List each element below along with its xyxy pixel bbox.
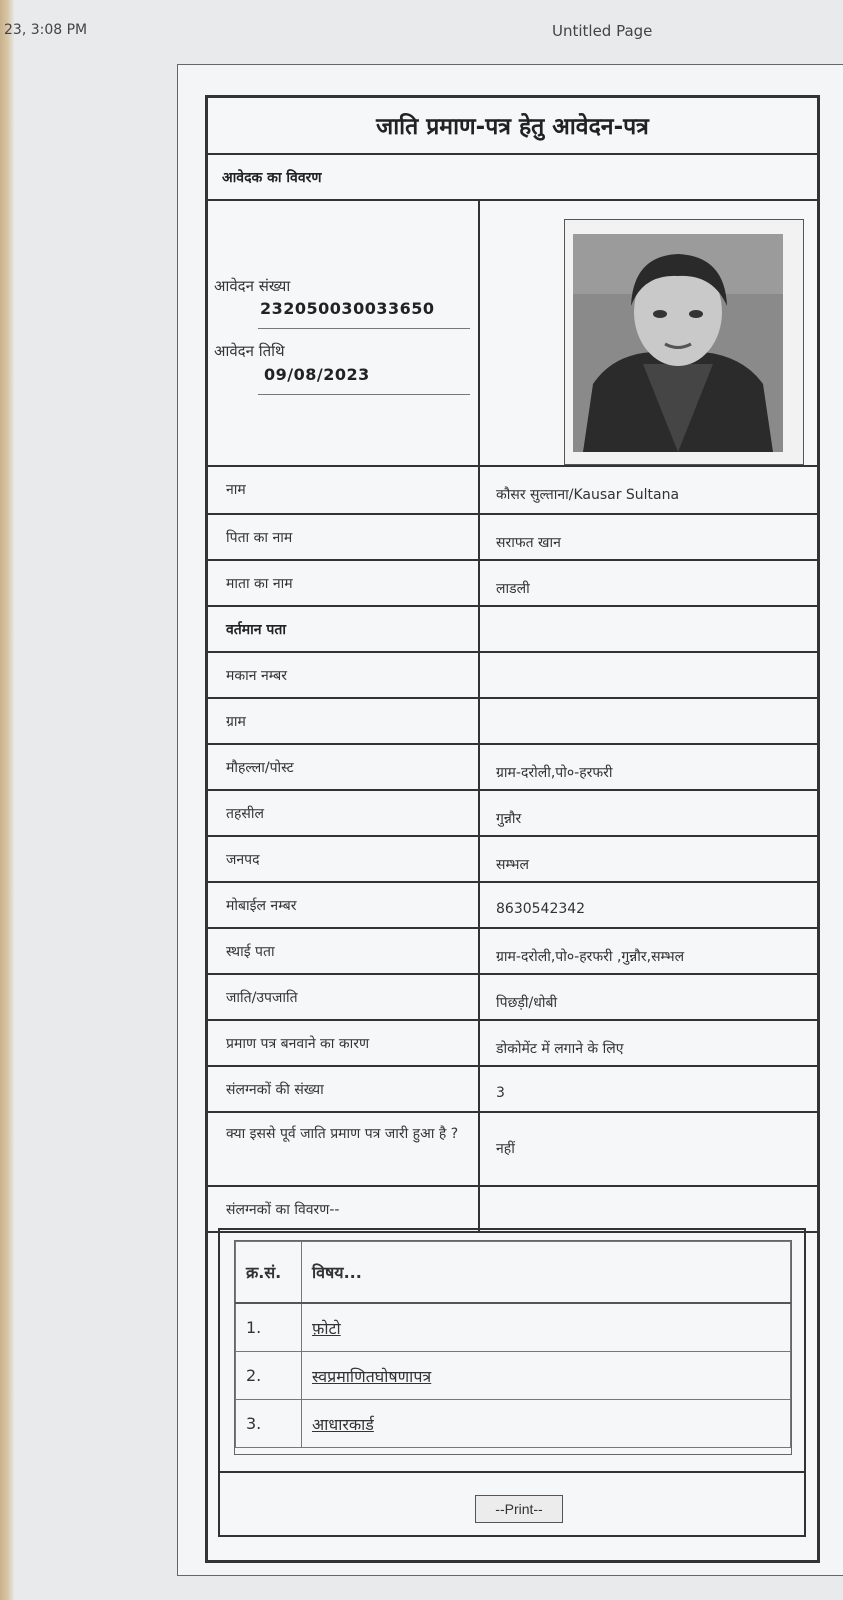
attachment-row [236, 1352, 791, 1400]
photo-frame [564, 219, 804, 465]
row-value: लाडली [496, 581, 530, 597]
divider [258, 328, 470, 329]
divider [258, 394, 470, 395]
row-label: संलग्नकों का विवरण-- [208, 1187, 480, 1231]
row-value [480, 653, 817, 697]
table-row [208, 1113, 817, 1187]
row-value: ग्राम-दरोली,पो०-हरफरी [496, 765, 613, 781]
page-edge [0, 0, 14, 1600]
row-label: मोबाईल नम्बर [208, 883, 480, 927]
header-serial: क्र.सं. [236, 1242, 302, 1304]
attachment-serial: 3. [236, 1400, 302, 1448]
row-value: 8630542342 [496, 901, 586, 917]
application-date: 09/08/2023 [264, 365, 370, 384]
print-timestamp: 23, 3:08 PM [4, 22, 88, 38]
table-row [208, 561, 817, 607]
application-date-label: आवेदन तिथि [214, 342, 285, 360]
row-value: नहीं [496, 1141, 515, 1157]
row-label: माता का नाम [208, 561, 480, 605]
row-label: मौहल्ला/पोस्ट [208, 745, 480, 789]
row-value [480, 1187, 817, 1231]
row-label: क्या इससे पूर्व जाति प्रमाण पत्र जारी हुआ है ? [208, 1113, 480, 1185]
table-row [208, 791, 817, 837]
table-row [208, 1187, 817, 1233]
attachment-cell [302, 1303, 791, 1352]
row-label: तहसील [208, 791, 480, 835]
table-row [208, 467, 817, 515]
header-subject: विषय... [302, 1242, 791, 1304]
table-row [208, 653, 817, 699]
attachment-row [236, 1400, 791, 1448]
application-form [205, 95, 820, 1563]
table-row [208, 1067, 817, 1113]
table-row [208, 837, 817, 883]
row-value: ग्राम-दरोली,पो०-हरफरी ,गुन्नौर,सम्भल [496, 949, 685, 965]
row-label: ग्राम [208, 699, 480, 743]
applicant-photo [573, 234, 783, 452]
row-value [480, 607, 817, 651]
attachment-link-aadhaar[interactable]: आधारकार्ड [312, 1414, 374, 1434]
row-label: जाति/उपजाति [208, 975, 480, 1019]
table-row [208, 883, 817, 929]
attachment-link-photo[interactable]: फ़ोटो [312, 1318, 341, 1338]
print-button[interactable]: --Print-- [475, 1495, 563, 1523]
attachments-header-row [236, 1242, 791, 1304]
row-value: डोकोमेंट में लगाने के लिए [496, 1041, 624, 1057]
section-title: आवेदक का विवरण [208, 155, 817, 201]
table-row [208, 745, 817, 791]
row-label: स्थाई पता [208, 929, 480, 973]
row-value: पिछड़ी/धोबी [496, 995, 558, 1011]
attachment-cell [302, 1352, 791, 1400]
attachment-serial: 2. [236, 1352, 302, 1400]
form-title: जाति प्रमाण-पत्र हेतु आवेदन-पत्र [208, 98, 817, 155]
row-value: कौसर सुल्ताना/Kausar Sultana [496, 487, 680, 503]
row-value: सम्भल [496, 857, 529, 873]
print-bar [218, 1473, 806, 1537]
application-number-label: आवेदन संख्या [214, 277, 291, 295]
print-page-title: Untitled Page [552, 22, 653, 40]
row-label: प्रमाण पत्र बनवाने का कारण [208, 1021, 480, 1065]
attachments-table [235, 1241, 791, 1448]
row-value: 3 [496, 1085, 505, 1101]
row-label: पिता का नाम [208, 515, 480, 559]
table-row [208, 929, 817, 975]
table-row [208, 607, 817, 653]
photo-cell [480, 201, 817, 467]
attachment-cell [302, 1400, 791, 1448]
details-table [208, 467, 817, 1233]
table-row [208, 1021, 817, 1067]
row-value: गुन्नौर [496, 811, 522, 827]
attachments-section [218, 1228, 806, 1473]
application-number: 232050030033650 [260, 299, 435, 318]
row-label: वर्तमान पता [208, 607, 480, 651]
row-label: मकान नम्बर [208, 653, 480, 697]
table-row [208, 699, 817, 745]
table-row [208, 975, 817, 1021]
row-label: संलग्नकों की संख्या [208, 1067, 480, 1111]
table-row [208, 515, 817, 561]
row-value: सराफत खान [496, 535, 561, 551]
attachment-serial: 1. [236, 1303, 302, 1352]
attachment-row [236, 1303, 791, 1352]
attachments-table-frame [234, 1240, 792, 1455]
application-info [208, 201, 480, 467]
person-silhouette-icon [573, 234, 783, 452]
row-value [480, 699, 817, 743]
row-label: जनपद [208, 837, 480, 881]
attachment-link-self-declaration[interactable]: स्वप्रमाणितघोषणापत्र [312, 1366, 432, 1386]
row-label: नाम [208, 467, 480, 513]
